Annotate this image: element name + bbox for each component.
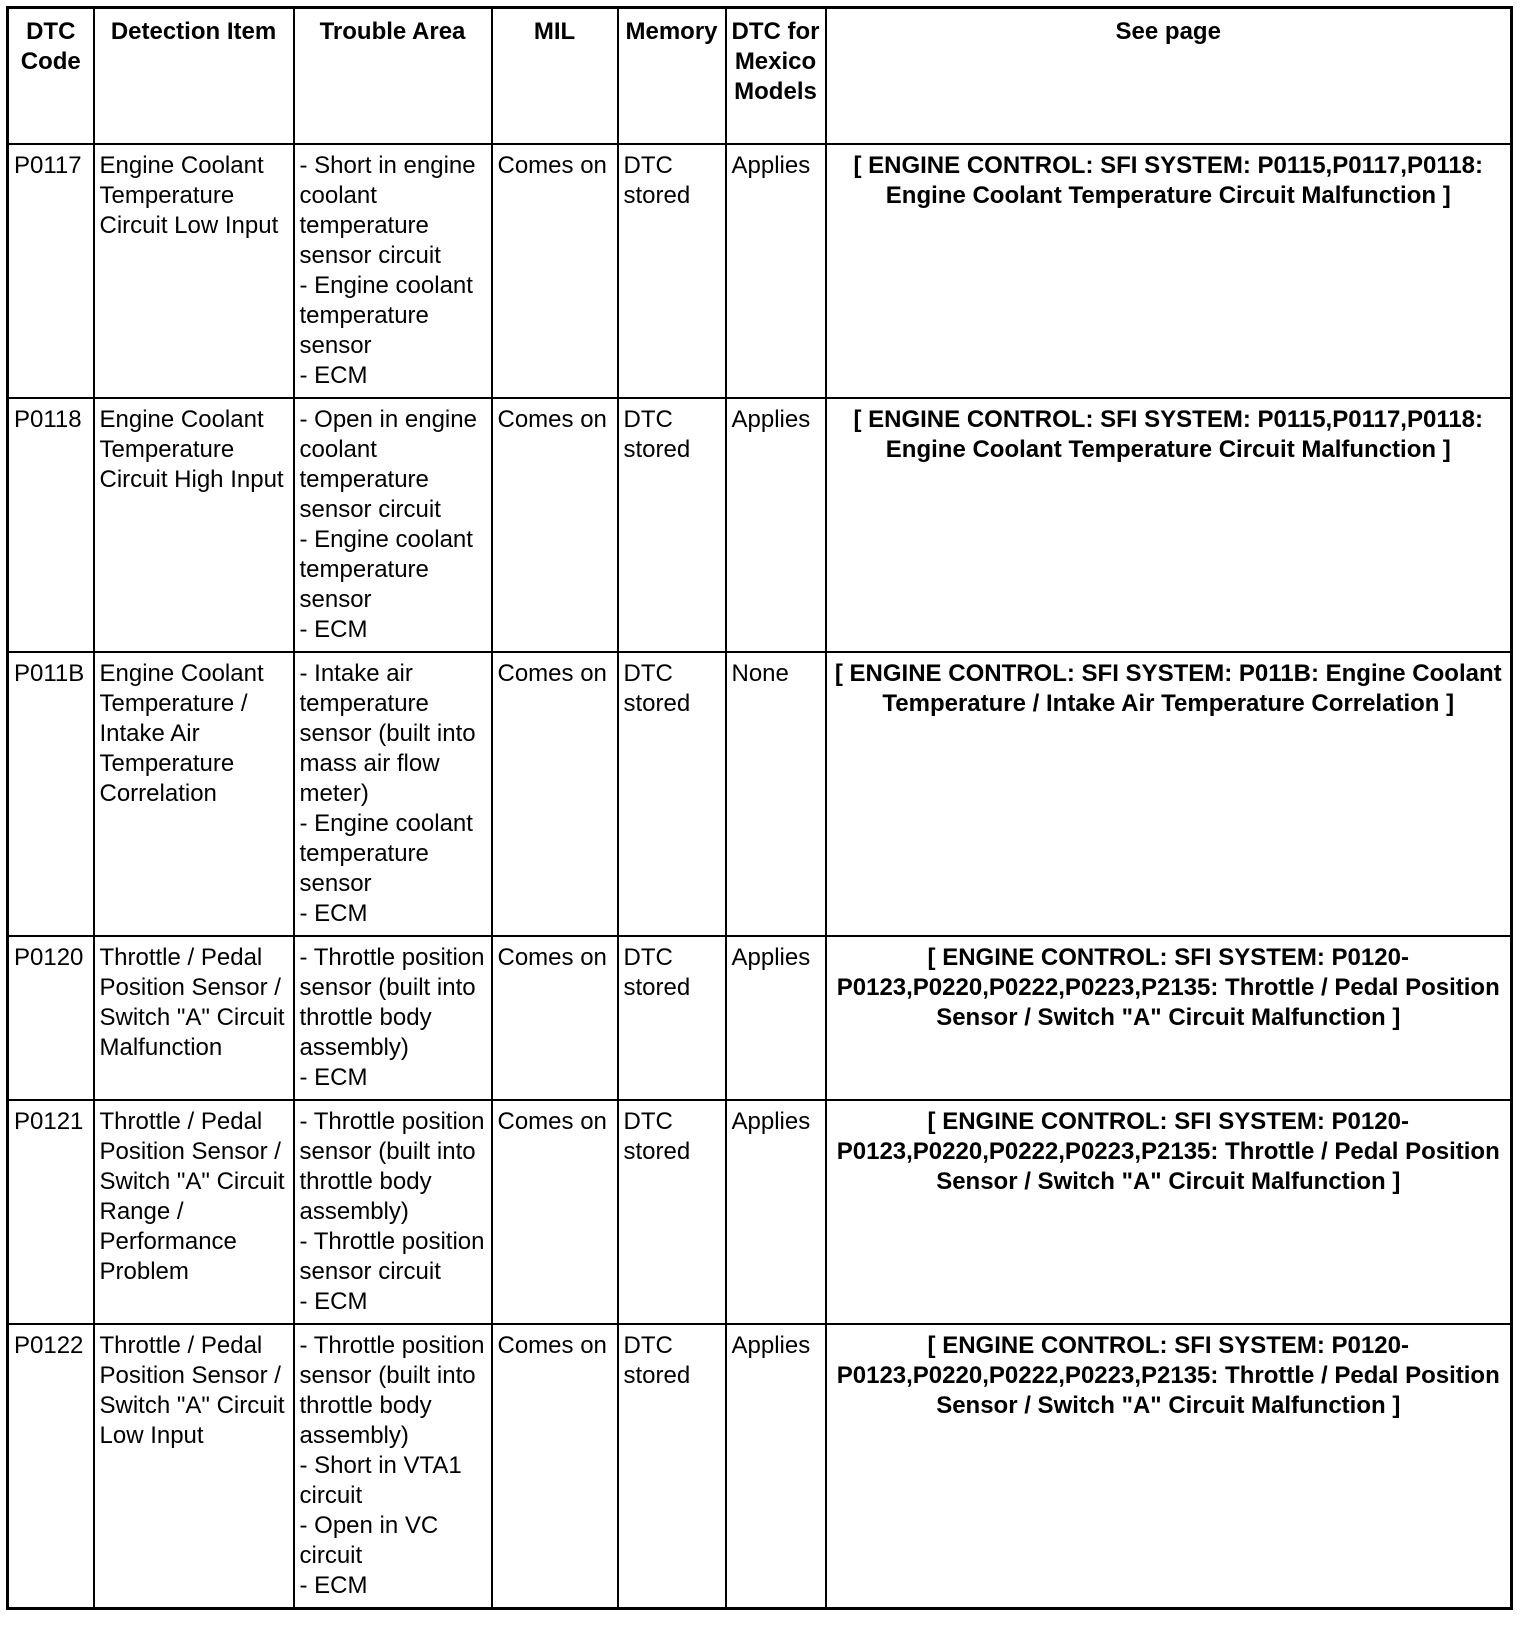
trouble-area-item: - Open in engine coolant temperature sensor circuit: [299, 406, 477, 523]
header-trouble-area: Trouble Area: [294, 8, 492, 145]
mil-cell: Comes on: [492, 1100, 618, 1324]
trouble-area-item: - ECM: [299, 1572, 368, 1599]
table-row: [8, 1324, 1512, 1609]
see-page-link[interactable]: [ ENGINE CONTROL: SFI SYSTEM: P0120-P0123,P0220,P0222,P0223,P2135: Throttle / Pedal Position Sensor / Switch "A" Circuit Malfunction ]: [826, 1100, 1512, 1324]
trouble-area-item: - ECM: [299, 1288, 368, 1315]
memory-cell: DTC stored: [618, 144, 726, 398]
header-detection-item: Detection Item: [94, 8, 294, 145]
trouble-area-item: - Throttle position sensor (built into throttle body assembly): [299, 1108, 485, 1225]
header-mil: MIL: [492, 8, 618, 145]
detection-item-cell: Engine Coolant Temperature Circuit High Input: [94, 398, 294, 652]
header-see-page: See page: [826, 8, 1512, 145]
header-row: [8, 8, 1512, 145]
trouble-area-item: - Throttle position sensor circuit: [299, 1228, 485, 1285]
dtc-code-cell: P011B: [8, 652, 94, 936]
memory-cell: DTC stored: [618, 1100, 726, 1324]
dtc-code-cell: P0122: [8, 1324, 94, 1609]
trouble-area-item: - Intake air temperature sensor (built into mass air flow meter): [299, 660, 476, 807]
table-row: [8, 1100, 1512, 1324]
trouble-area-cell: [294, 144, 492, 398]
mil-cell: Comes on: [492, 398, 618, 652]
table-row: [8, 652, 1512, 936]
detection-item-cell: Engine Coolant Temperature / Intake Air Temperature Correlation: [94, 652, 294, 936]
mexico-cell: Applies: [726, 144, 826, 398]
detection-item-cell: Engine Coolant Temperature Circuit Low Input: [94, 144, 294, 398]
trouble-area-item: - Engine coolant temperature sensor: [299, 272, 473, 359]
mexico-cell: Applies: [726, 398, 826, 652]
trouble-area-cell: [294, 1100, 492, 1324]
trouble-area-cell: [294, 398, 492, 652]
trouble-area-item: - Engine coolant temperature sensor: [299, 810, 473, 897]
mexico-cell: Applies: [726, 1100, 826, 1324]
trouble-area-item: - Short in engine coolant temperature sensor circuit: [299, 152, 476, 269]
mil-cell: Comes on: [492, 652, 618, 936]
trouble-area-item: - Engine coolant temperature sensor: [299, 526, 473, 613]
dtc-table: [6, 6, 1513, 1610]
see-page-link[interactable]: [ ENGINE CONTROL: SFI SYSTEM: P0115,P0117,P0118: Engine Coolant Temperature Circuit Malfunction ]: [826, 144, 1512, 398]
table-body: [8, 144, 1512, 1609]
mil-cell: Comes on: [492, 936, 618, 1100]
memory-cell: DTC stored: [618, 936, 726, 1100]
dtc-code-cell: P0118: [8, 398, 94, 652]
trouble-area-item: - Open in VC circuit: [299, 1512, 439, 1569]
mexico-cell: Applies: [726, 1324, 826, 1609]
trouble-area-item: - ECM: [299, 362, 368, 389]
header-dtc-mexico: DTC for Mexico Models: [726, 8, 826, 145]
memory-cell: DTC stored: [618, 398, 726, 652]
dtc-code-cell: P0117: [8, 144, 94, 398]
table-header: [8, 8, 1512, 145]
memory-cell: DTC stored: [618, 652, 726, 936]
mexico-cell: Applies: [726, 936, 826, 1100]
dtc-code-cell: P0120: [8, 936, 94, 1100]
trouble-area-item: - ECM: [299, 1064, 368, 1091]
header-dtc-code: DTC Code: [8, 8, 94, 145]
see-page-link[interactable]: [ ENGINE CONTROL: SFI SYSTEM: P0120-P0123,P0220,P0222,P0223,P2135: Throttle / Pedal Position Sensor / Switch "A" Circuit Malfunction ]: [826, 1324, 1512, 1609]
detection-item-cell: Throttle / Pedal Position Sensor / Switch "A" Circuit Low Input: [94, 1324, 294, 1609]
memory-cell: DTC stored: [618, 1324, 726, 1609]
trouble-area-cell: [294, 1324, 492, 1609]
table-row: [8, 936, 1512, 1100]
table-row: [8, 398, 1512, 652]
trouble-area-cell: [294, 652, 492, 936]
detection-item-cell: Throttle / Pedal Position Sensor / Switch "A" Circuit Range / Performance Problem: [94, 1100, 294, 1324]
trouble-area-item: - ECM: [299, 900, 368, 927]
mil-cell: Comes on: [492, 1324, 618, 1609]
mexico-cell: None: [726, 652, 826, 936]
see-page-link[interactable]: [ ENGINE CONTROL: SFI SYSTEM: P011B: Engine Coolant Temperature / Intake Air Temperature Correlation ]: [826, 652, 1512, 936]
see-page-link[interactable]: [ ENGINE CONTROL: SFI SYSTEM: P0115,P0117,P0118: Engine Coolant Temperature Circuit Malfunction ]: [826, 398, 1512, 652]
trouble-area-item: - ECM: [299, 616, 368, 643]
table-row: [8, 144, 1512, 398]
detection-item-cell: Throttle / Pedal Position Sensor / Switch "A" Circuit Malfunction: [94, 936, 294, 1100]
dtc-code-cell: P0121: [8, 1100, 94, 1324]
trouble-area-item: - Throttle position sensor (built into throttle body assembly): [299, 944, 485, 1061]
trouble-area-item: - Short in VTA1 circuit: [299, 1452, 462, 1509]
see-page-link[interactable]: [ ENGINE CONTROL: SFI SYSTEM: P0120-P0123,P0220,P0222,P0223,P2135: Throttle / Pedal Position Sensor / Switch "A" Circuit Malfunction ]: [826, 936, 1512, 1100]
trouble-area-cell: [294, 936, 492, 1100]
mil-cell: Comes on: [492, 144, 618, 398]
header-memory: Memory: [618, 8, 726, 145]
trouble-area-item: - Throttle position sensor (built into throttle body assembly): [299, 1332, 485, 1449]
